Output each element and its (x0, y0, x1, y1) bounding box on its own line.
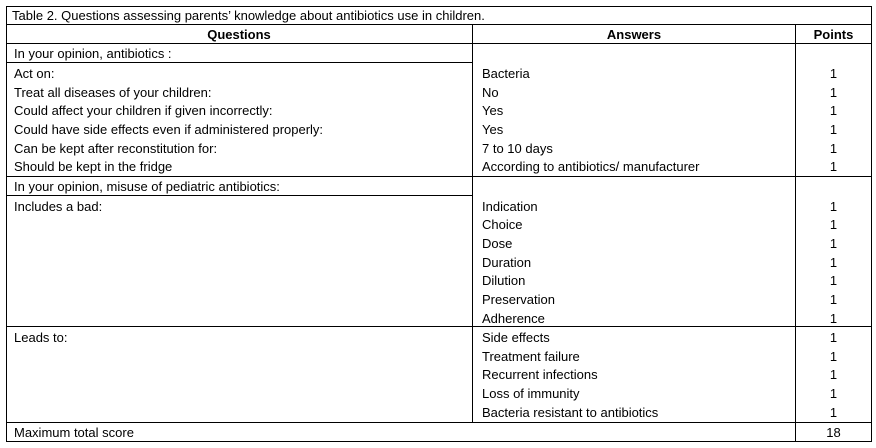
section-heading: In your opinion, antibiotics : (14, 46, 172, 61)
points-cell: 1 (829, 159, 838, 174)
border (6, 6, 7, 442)
points-cell: 1 (829, 367, 838, 382)
points-cell: 1 (829, 255, 838, 270)
total-score-label: Maximum total score (14, 425, 134, 440)
points-cell: 1 (829, 122, 838, 137)
answer-cell: Loss of immunity (482, 386, 580, 401)
points-cell: 1 (829, 85, 838, 100)
border (6, 43, 872, 44)
answer-cell: Yes (482, 122, 504, 137)
answer-cell: Choice (482, 217, 523, 232)
points-cell: 1 (829, 66, 838, 81)
answer-cell: Bacteria (482, 66, 530, 81)
points-cell: 1 (829, 217, 838, 232)
answer-cell: Dose (482, 236, 513, 251)
points-cell: 1 (829, 103, 838, 118)
border (6, 422, 872, 423)
section-heading: In your opinion, misuse of pediatric antibiotics: (14, 179, 280, 194)
answer-cell: Treatment failure (482, 349, 580, 364)
border (6, 441, 872, 442)
border (6, 6, 872, 7)
points-cell: 1 (829, 141, 838, 156)
answer-cell: Recurrent infections (482, 367, 598, 382)
answer-cell: Bacteria resistant to antibiotics (482, 405, 659, 420)
question-cell: Could have side effects even if administered properly: (14, 122, 324, 137)
answer-cell: Side effects (482, 330, 550, 345)
border (6, 326, 872, 327)
border (6, 195, 472, 196)
answer-cell: Duration (482, 255, 532, 270)
answer-cell: No (482, 85, 499, 100)
question-cell: Treat all diseases of your children: (14, 85, 212, 100)
border (472, 24, 473, 422)
question-cell: Leads to: (14, 330, 68, 345)
points-cell: 1 (829, 405, 838, 420)
answer-cell: Preservation (482, 292, 555, 307)
answer-cell: 7 to 10 days (482, 141, 553, 156)
answer-cell: Indication (482, 199, 538, 214)
answers-header: Answers (606, 27, 662, 42)
answer-cell: Yes (482, 103, 504, 118)
answer-cell: Adherence (482, 311, 545, 326)
border (6, 24, 872, 25)
border (871, 6, 872, 442)
points-header: Points (813, 27, 854, 42)
question-cell: Could affect your children if given incorrectly: (14, 103, 273, 118)
answer-cell: Dilution (482, 273, 526, 288)
question-cell: Act on: (14, 66, 55, 81)
border (6, 176, 872, 177)
points-cell: 1 (829, 311, 838, 326)
question-cell: Includes a bad: (14, 199, 103, 214)
points-cell: 1 (829, 349, 838, 364)
question-cell: Can be kept after reconstitution for: (14, 141, 218, 156)
points-cell: 1 (829, 273, 838, 288)
points-cell: 1 (829, 236, 838, 251)
answer-cell: According to antibiotics/ manufacturer (482, 159, 700, 174)
total-score-value: 18 (826, 425, 841, 440)
points-cell: 1 (829, 292, 838, 307)
points-cell: 1 (829, 330, 838, 345)
points-cell: 1 (829, 386, 838, 401)
points-cell: 1 (829, 199, 838, 214)
knowledge-table (6, 6, 872, 442)
table-caption: Table 2. Questions assessing parents’ knowledge about antibiotics use in children. (12, 8, 485, 23)
questions-header: Questions (207, 27, 271, 42)
question-cell: Should be kept in the fridge (14, 159, 173, 174)
border (6, 62, 472, 63)
